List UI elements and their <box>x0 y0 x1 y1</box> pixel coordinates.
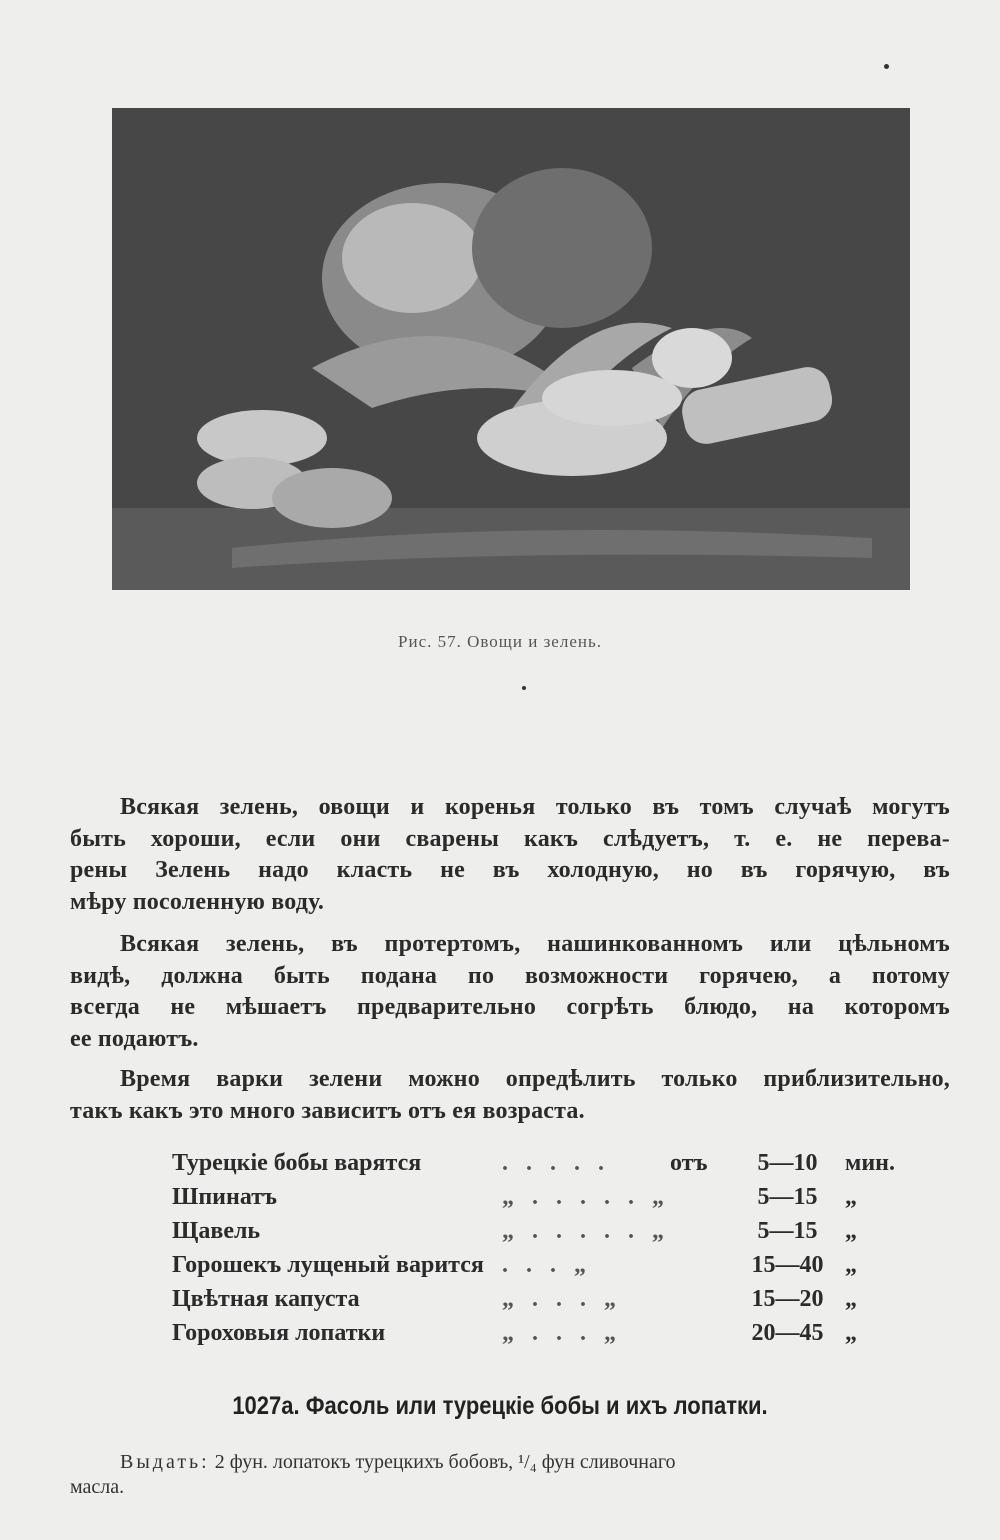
time-range: 5—15 <box>757 1217 818 1244</box>
vegetable-name: Горошекъ лущеный варится <box>172 1251 484 1278</box>
text-line: рены Зелень надо класть не въ холодную, но въ горячую, въ <box>70 857 950 883</box>
vegetables-engraving <box>112 108 910 590</box>
text-line: всегда не мѣшаетъ предварительно согрѣть блюдо, на которомъ <box>70 994 950 1020</box>
paragraph-1 <box>70 792 950 918</box>
ink-speck <box>884 64 889 69</box>
leader-dots: „ . . . „ <box>502 1285 622 1312</box>
vegetable-name: Гороховыя лопатки <box>172 1319 386 1346</box>
vegetable-name: Щавель <box>172 1217 261 1244</box>
time-unit: „ <box>845 1285 857 1312</box>
time-unit: „ <box>845 1251 857 1278</box>
ink-speck <box>522 686 526 690</box>
table-row <box>172 1282 905 1316</box>
paragraph-3 <box>70 1064 950 1127</box>
from-label <box>670 1248 730 1282</box>
leader-dots: „ . . . . . „ <box>502 1183 670 1210</box>
time-range: 20—45 <box>751 1319 824 1346</box>
recipe-ingredients <box>70 1450 950 1500</box>
figure-illustration <box>112 108 910 590</box>
time-unit: „ <box>845 1217 857 1244</box>
from-label <box>670 1282 730 1316</box>
issue-text: 2 фун. лопатокъ турецкихъ бобовъ, ¹/₄ фун сливочнаго <box>214 1451 676 1473</box>
time-unit: „ <box>845 1319 857 1346</box>
leader-dots: „ . . . . . „ <box>502 1217 670 1244</box>
time-range: 15—20 <box>751 1285 824 1312</box>
text-line: Всякая зелень, въ протертомъ, нашинкованномъ или цѣльномъ <box>120 931 950 957</box>
time-range: 15—40 <box>751 1251 824 1278</box>
table-row <box>172 1146 905 1180</box>
figure-caption: Рис. 57. Овощи и зелень. <box>398 632 602 651</box>
vegetable-name: Турецкіе бобы варятся <box>172 1149 422 1176</box>
from-label <box>670 1214 730 1248</box>
issue-label: Выдать: <box>120 1451 210 1473</box>
leader-dots: . . . . . <box>502 1149 610 1176</box>
table-row <box>172 1180 905 1214</box>
text-line: Всякая зелень, овощи и коренья только въ томъ случаѣ могутъ <box>120 794 950 820</box>
time-unit: мин. <box>845 1149 896 1176</box>
table-row <box>172 1214 905 1248</box>
text-line: быть хороши, если они сварены какъ слѣдуетъ, т. е. не перева- <box>70 825 950 852</box>
vegetable-name: Цвѣтная капуста <box>172 1285 360 1312</box>
leader-dots: . . . „ <box>502 1251 592 1278</box>
text-line: ее подаютъ. <box>70 1025 199 1052</box>
text-line: такъ какъ это много зависитъ отъ ея возраста. <box>70 1097 585 1124</box>
text-line: Время варки зелени можно опредѣлить только приблизительно, <box>120 1066 950 1092</box>
from-label <box>670 1316 730 1350</box>
table-row <box>172 1248 905 1282</box>
recipe-heading: 1027а. Фасоль или турецкіе бобы и ихъ лопатки. <box>232 1392 768 1420</box>
text-line: мѣру посоленную воду. <box>70 888 325 915</box>
leader-dots: „ . . . „ <box>502 1319 622 1346</box>
from-label <box>670 1180 730 1214</box>
time-range: 5—10 <box>757 1149 818 1176</box>
issue-text-cont: масла. <box>70 1476 125 1498</box>
text-line: видѣ, должна быть подана по возможности горячею, а потому <box>70 962 950 989</box>
cooking-times-table <box>172 1146 905 1350</box>
time-unit: „ <box>845 1183 857 1210</box>
vegetable-name: Шпинатъ <box>172 1183 277 1210</box>
paragraph-2 <box>70 929 950 1055</box>
time-range: 5—15 <box>757 1183 818 1210</box>
table-row <box>172 1316 905 1350</box>
from-label: отъ <box>670 1149 708 1176</box>
